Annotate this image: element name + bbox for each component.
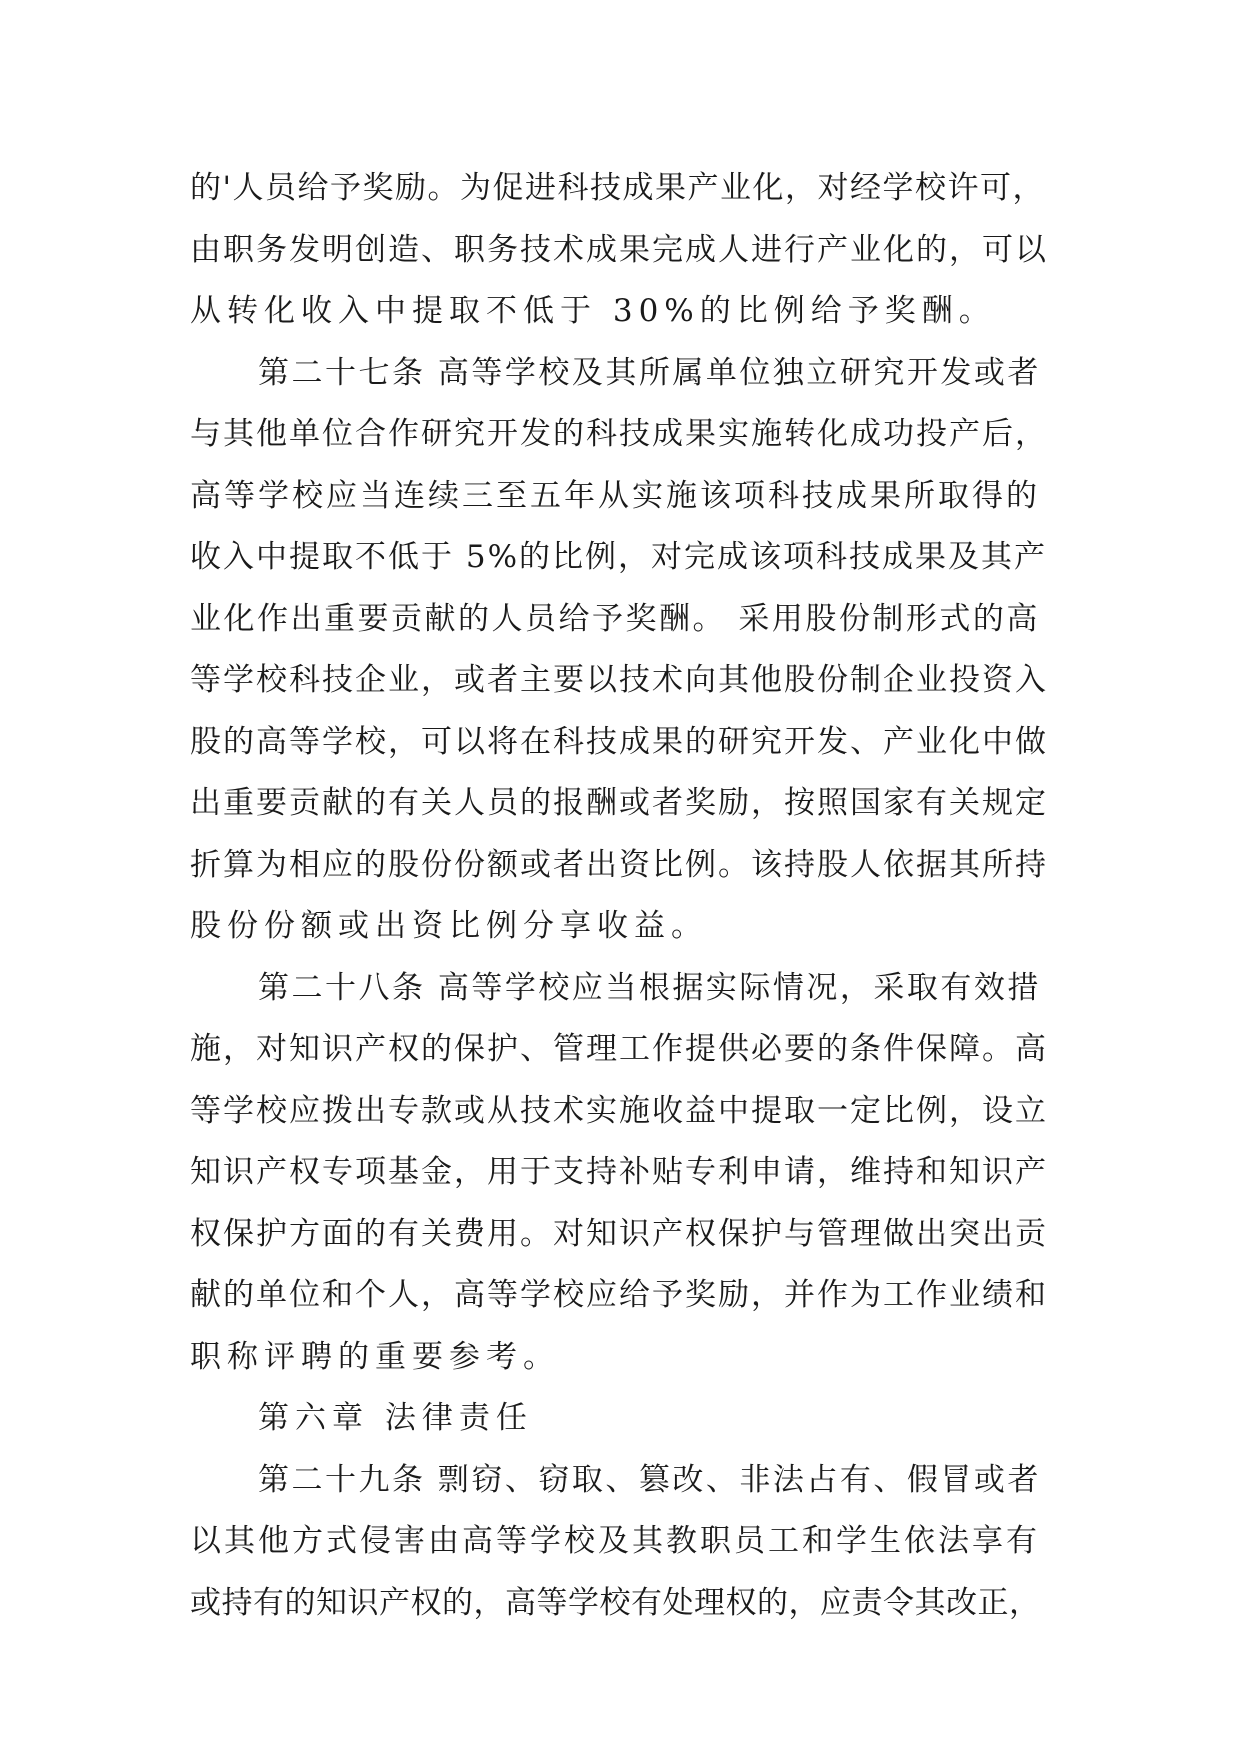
text-line: 高等学校应当连续三至五年从实施该项科技成果所取得的 — [190, 477, 1040, 514]
chapter-6-heading: 第六章 法律责任 — [258, 1400, 533, 1436]
text-line: 的'人员给予奖励。为促进科技成果产业化，对经学校许可， — [190, 170, 1046, 206]
text-line: 出重要贡献的有关人员的报酬或者奖励，按照国家有关规定 — [190, 785, 1048, 821]
text-line: 等学校应拨出专款或从技术实施收益中提取一定比例，设立 — [190, 1092, 1048, 1129]
text-line: 与其他单位合作研究开发的科技成果实施转化成功投产后， — [190, 416, 1048, 452]
text-line: 职称评聘的重要参考。 — [190, 1338, 560, 1375]
text-line: 献的单位和个人，高等学校应给予奖励，并作为工作业绩和 — [190, 1277, 1048, 1313]
article-28-heading-line: 第二十八条 高等学校应当根据实际情况，采取有效措 — [258, 969, 1041, 1006]
text-line: 业化作出重要贡献的人员给予奖酬。 采用股份制形式的高 — [190, 600, 1040, 637]
text-line: 股份份额或出资比例分享收益。 — [190, 908, 708, 944]
text-line: 或持有的知识产权的，高等学校有处理权的，应责令其改正， — [190, 1584, 1041, 1621]
text-line: 由职务发明创造、职务技术成果完成人进行产业化的，可以 — [190, 231, 1048, 268]
text-line: 施，对知识产权的保护、管理工作提供必要的条件保障。高 — [190, 1031, 1048, 1067]
document-body — [190, 158, 1052, 1634]
text-line: 折算为相应的股份份额或者出资比例。该持股人依据其所持 — [190, 846, 1048, 883]
article-29-heading-line: 第二十九条 剽窃、窃取、篡改、非法占有、假冒或者 — [258, 1461, 1041, 1498]
article-27-heading-line: 第二十七条 高等学校及其所属单位独立研究开发或者 — [258, 354, 1041, 391]
text-line: 股的高等学校，可以将在科技成果的研究开发、产业化中做 — [190, 723, 1048, 760]
text-line: 知识产权专项基金，用于支持补贴专利申请，维持和知识产 — [190, 1154, 1048, 1190]
text-line: 从转化收入中提取不低于 30%的比例给予奖酬。 — [190, 293, 996, 329]
text-line: 等学校科技企业，或者主要以技术向其他股份制企业投资入 — [190, 662, 1048, 698]
text-line: 收入中提取不低于 5%的比例，对完成该项科技成果及其产 — [190, 539, 1048, 575]
text-line: 以其他方式侵害由高等学校及其教职员工和学生依法享有 — [190, 1523, 1040, 1559]
text-line: 权保护方面的有关费用。对知识产权保护与管理做出突出贡 — [190, 1215, 1048, 1252]
